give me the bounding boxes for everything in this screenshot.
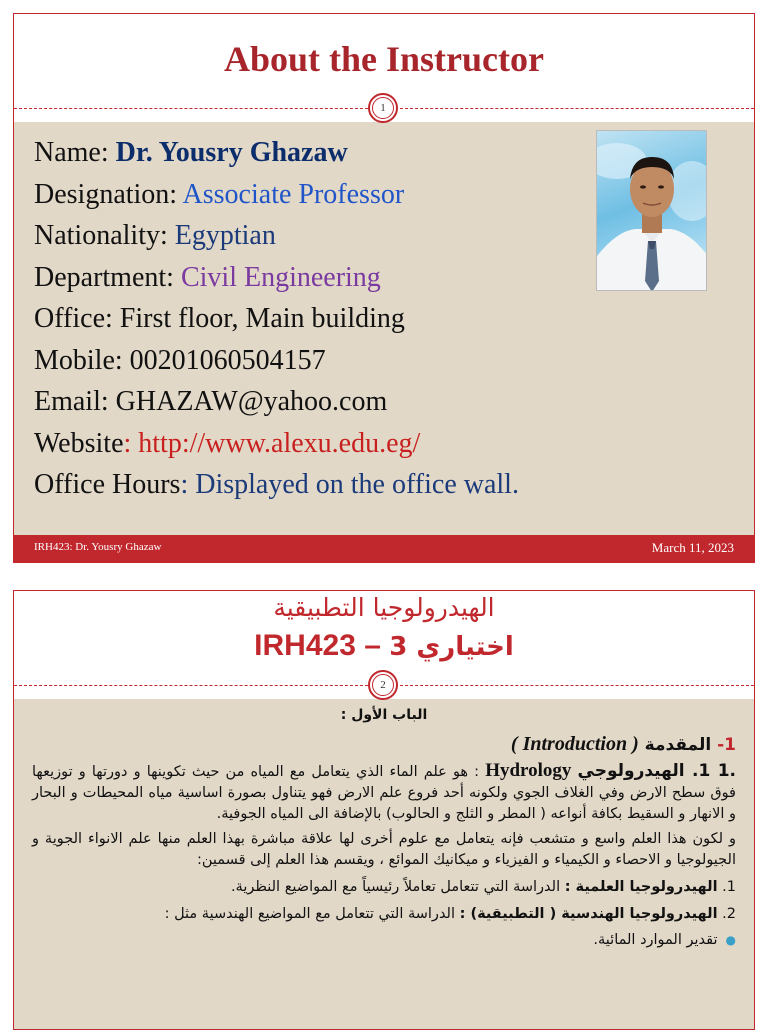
info-label: Mobile: xyxy=(34,344,130,376)
info-office xyxy=(34,298,594,340)
list-item xyxy=(32,875,736,900)
slide-applied-hydrology xyxy=(13,590,755,1030)
page-number: 1 xyxy=(372,97,394,119)
info-name xyxy=(34,132,594,174)
info-nationality xyxy=(34,215,594,257)
paragraph-scope: و لكون هذا العلم واسع و متشعب فإنه يتعامل مع علوم أخرى لها علاقة مباشرة بهذا العلم منها علم الانواء الجوية و الجيولوجيا و الاحصاء و الكيمياء و الفيزياء و ميكانيك الموائع ، ويقسم هذا العلم إلى قسمين: xyxy=(32,831,736,868)
chapter-heading: الباب الأول : xyxy=(340,707,428,723)
course-type: اختياري 3 xyxy=(389,632,514,662)
info-value: Dr. Yousry Ghazaw xyxy=(115,137,348,168)
info-office-hours xyxy=(34,464,594,506)
paragraph-hydrology xyxy=(32,760,736,825)
section-title-en: ( Introduction ) xyxy=(510,733,639,755)
instructor-info xyxy=(34,132,594,506)
bullet-icon: ● xyxy=(725,933,736,947)
info-label: Office Hours xyxy=(34,469,181,500)
slide-title-code xyxy=(14,629,754,663)
info-mobile xyxy=(34,340,594,382)
info-label: Department: xyxy=(34,261,181,293)
slide-about-instructor xyxy=(13,13,755,563)
paragraph-text: : هو علم الماء الذي يتعامل مع المياه من حيث تكوينها و دورتها و توزيعها فوق سطح الارض وفي الغلاف الجوي ولكونه أحد فروع علم الارض فهو يتناول بصورة اساسية مياه المحيطات و البحار و الانهار و السقيط بكافة أنواعه ( المطر و الثلج و الحالوب) بالإضافة الى المياه الجوفية. xyxy=(32,764,736,822)
info-label: Nationality: xyxy=(34,220,175,251)
list-item xyxy=(32,902,736,927)
section-number: 1- xyxy=(717,735,736,755)
footer-course: IRH423: Dr. Yousry Ghazaw xyxy=(34,541,162,553)
list-text: الدراسة التي تتعامل تعاملاً رئيسياً مع المواضيع النظرية. xyxy=(230,879,565,895)
info-website xyxy=(34,423,594,465)
bullet-item xyxy=(32,929,736,951)
section-title-ar: المقدمة xyxy=(644,735,712,755)
info-label: Email: xyxy=(34,386,116,417)
info-label: Name: xyxy=(34,137,116,168)
info-value: Egyptian xyxy=(174,220,276,251)
page-number: 2 xyxy=(372,674,394,696)
slide-title-arabic: الهيدرولوجيا التطبيقية xyxy=(273,593,495,622)
bullet-text: تقدير الموارد المائية. xyxy=(593,932,718,948)
portrait-image xyxy=(597,131,707,291)
info-value: GHAZAW@yahoo.com xyxy=(115,386,388,417)
instructor-photo xyxy=(596,130,707,291)
list-term: الهيدرولوجيا العلمية : xyxy=(564,879,718,895)
info-value: 00201060504157 xyxy=(129,344,326,376)
slide-title: About the Instructor xyxy=(224,39,544,79)
list-number: 1. xyxy=(722,879,736,895)
section-heading xyxy=(32,733,736,756)
info-department xyxy=(34,257,594,299)
footer-date: March 11, 2023 xyxy=(651,540,734,555)
list-number: 2. xyxy=(722,906,736,922)
info-value: First floor, Main building xyxy=(119,303,405,334)
info-value: Associate Professor xyxy=(182,178,405,210)
info-label: Designation: xyxy=(34,178,183,210)
slide-content xyxy=(32,707,736,951)
info-value: Civil Engineering xyxy=(180,261,381,293)
info-value: : Displayed on the office wall. xyxy=(180,469,519,500)
website-link[interactable]: : http://www.alexu.edu.eg/ xyxy=(123,427,421,459)
course-code: IRH423 – xyxy=(254,629,381,662)
list-text: الدراسة التي تتعامل مع المواضيع الهندسية مثل : xyxy=(164,906,460,922)
list-term: الهيدرولوجيا الهندسية ( التطبيقية) : xyxy=(459,906,718,922)
page-number-badge xyxy=(368,670,398,700)
info-designation xyxy=(34,174,594,216)
term-en: Hydrology xyxy=(485,760,572,781)
info-label: Website xyxy=(34,427,124,459)
info-email xyxy=(34,381,594,423)
term-lead: .1 1. الهيدرولوجي xyxy=(577,761,737,781)
slide-footer xyxy=(14,535,754,562)
info-label: Office: xyxy=(34,303,120,334)
page-number-badge xyxy=(368,93,398,123)
